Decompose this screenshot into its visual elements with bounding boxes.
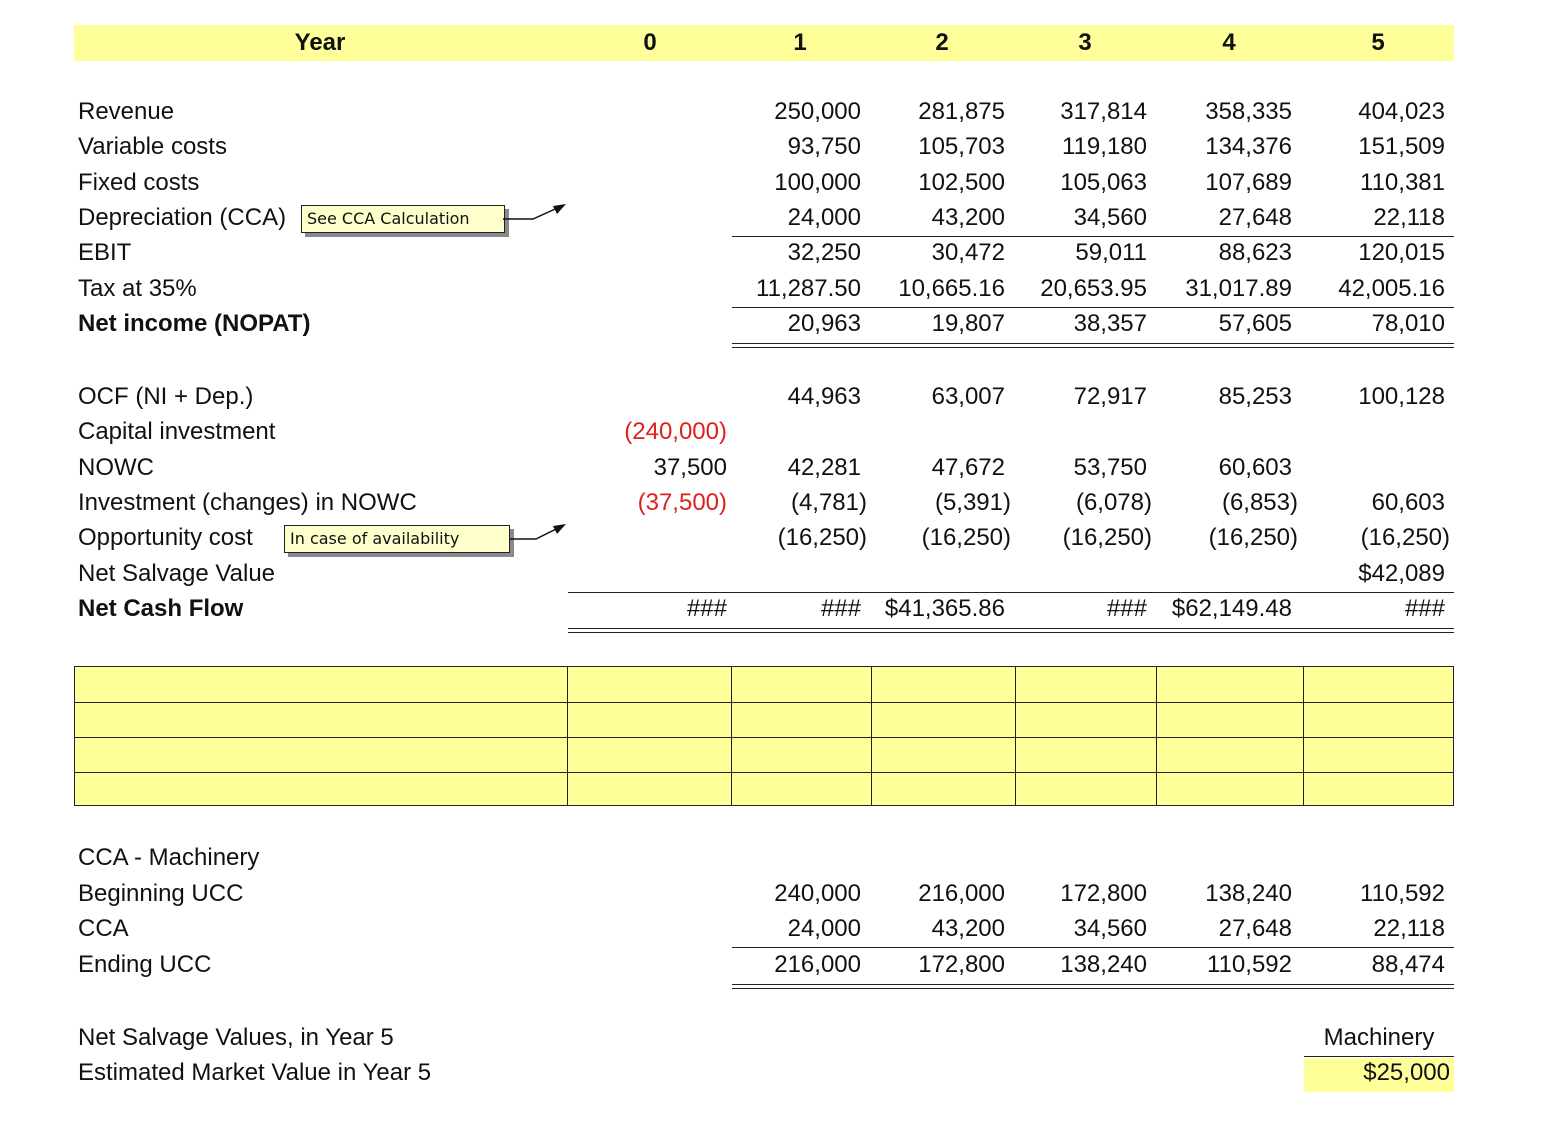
cca-cell-year-4[interactable]: 138,240 bbox=[1205, 879, 1292, 907]
income-statement-cell-year-3[interactable]: 34,560 bbox=[1073, 203, 1147, 231]
cca-cell-year-3[interactable]: 34,560 bbox=[1073, 915, 1147, 942]
income-statement-cell-year-5[interactable]: 110,381 bbox=[1360, 168, 1445, 196]
cash-flow-row-label: Capital investment bbox=[78, 418, 276, 446]
income-statement-cell-year-1[interactable]: 24,000 bbox=[787, 203, 861, 231]
availability-note[interactable]: In case of availability bbox=[284, 525, 510, 553]
cash-flow-cell-year-5[interactable]: 60,603 bbox=[1371, 488, 1445, 516]
salvage-market-value: $25,000 bbox=[1363, 1059, 1450, 1086]
cash-flow-cell-year-2[interactable]: 47,672 bbox=[931, 453, 1005, 481]
cca-cell-year-1[interactable]: 24,000 bbox=[787, 915, 861, 942]
cca-cell-year-1[interactable]: 240,000 bbox=[774, 879, 861, 907]
income-statement-cell-year-5[interactable]: 78,010 bbox=[1371, 309, 1445, 337]
ebit-top-rule bbox=[732, 236, 1454, 237]
income-statement-cell-year-3[interactable]: 119,180 bbox=[1062, 133, 1147, 161]
income-statement-cell-year-2[interactable]: 102,500 bbox=[918, 168, 1005, 196]
cash-flow-cell-year-5[interactable]: $42,089 bbox=[1358, 559, 1445, 587]
cash-flow-cell-year-3[interactable]: (6,078) bbox=[1075, 488, 1152, 516]
income-statement-cell-year-1[interactable]: 32,250 bbox=[787, 239, 861, 267]
cash-flow-cell-year-0[interactable]: 37,500 bbox=[653, 453, 727, 481]
income-statement-cell-year-4[interactable]: 107,689 bbox=[1205, 168, 1292, 196]
payback-grid bbox=[74, 666, 1454, 806]
year-header-3: 3 bbox=[1078, 29, 1092, 56]
income-statement-cell-year-3[interactable]: 38,357 bbox=[1073, 309, 1147, 337]
cca-row-label: CCA - Machinery bbox=[78, 844, 260, 871]
cca-row-label: CCA bbox=[78, 915, 129, 942]
salvage-header-rule bbox=[1304, 1056, 1454, 1057]
year-header-0: 0 bbox=[643, 29, 657, 56]
ncf-double-rule bbox=[568, 628, 1454, 633]
income-statement-cell-year-4[interactable]: 27,648 bbox=[1218, 203, 1292, 231]
ending-ucc-double-rule bbox=[732, 984, 1454, 989]
income-statement-cell-year-1[interactable]: 100,000 bbox=[774, 168, 861, 196]
income-statement-cell-year-3[interactable]: 105,063 bbox=[1060, 168, 1147, 196]
cash-flow-cell-year-5[interactable]: (16,250) bbox=[1360, 524, 1450, 552]
cca-row-label: Ending UCC bbox=[78, 950, 212, 978]
income-statement-cell-year-3[interactable]: 20,653.95 bbox=[1040, 274, 1147, 302]
ending-ucc-top-rule bbox=[732, 947, 1454, 948]
year-header-5: 5 bbox=[1371, 29, 1385, 56]
cash-flow-cell-year-1[interactable]: ### bbox=[820, 594, 861, 622]
income-statement-row-label: Revenue bbox=[78, 98, 175, 125]
cash-flow-cell-year-1[interactable]: (4,781) bbox=[790, 488, 867, 516]
cca-cell-year-4[interactable]: 27,648 bbox=[1218, 915, 1292, 942]
income-statement-row-label: Variable costs bbox=[78, 133, 227, 161]
income-statement-cell-year-2[interactable]: 30,472 bbox=[931, 239, 1005, 267]
cash-flow-cell-year-0[interactable]: ### bbox=[686, 594, 727, 622]
cash-flow-row-label: Opportunity cost bbox=[78, 524, 253, 552]
income-statement-cell-year-5[interactable]: 151,509 bbox=[1358, 133, 1445, 161]
cash-flow-cell-year-3[interactable]: ### bbox=[1106, 594, 1147, 622]
cash-flow-cell-year-1[interactable]: 42,281 bbox=[787, 453, 861, 481]
cash-flow-cell-year-2[interactable]: $41,365.86 bbox=[884, 594, 1005, 622]
income-statement-row-label: Fixed costs bbox=[78, 168, 200, 196]
income-statement-cell-year-5[interactable]: 22,118 bbox=[1373, 203, 1445, 231]
cash-flow-cell-year-0[interactable]: (37,500) bbox=[637, 488, 727, 516]
income-statement-cell-year-5[interactable]: 404,023 bbox=[1358, 98, 1445, 125]
income-statement-cell-year-2[interactable]: 10,665.16 bbox=[898, 274, 1005, 302]
income-statement-cell-year-1[interactable]: 11,287.50 bbox=[756, 274, 861, 302]
cash-flow-cell-year-4[interactable]: $62,149.48 bbox=[1171, 594, 1292, 622]
cash-flow-cell-year-2[interactable]: 63,007 bbox=[931, 383, 1005, 410]
cca-cell-year-2[interactable]: 43,200 bbox=[931, 915, 1005, 942]
income-statement-cell-year-1[interactable]: 250,000 bbox=[774, 98, 861, 125]
cash-flow-row-label: Net Salvage Value bbox=[78, 559, 276, 587]
income-statement-cell-year-3[interactable]: 59,011 bbox=[1075, 239, 1147, 267]
cash-flow-cell-year-3[interactable]: 53,750 bbox=[1073, 453, 1147, 481]
income-statement-cell-year-2[interactable]: 19,807 bbox=[931, 309, 1005, 337]
income-statement-row-label: Net income (NOPAT) bbox=[78, 309, 311, 337]
salvage-column-header: Machinery bbox=[1323, 1024, 1435, 1051]
income-statement-cell-year-4[interactable]: 358,335 bbox=[1205, 98, 1292, 125]
cash-flow-cell-year-3[interactable]: (16,250) bbox=[1062, 524, 1152, 552]
cca-cell-year-5[interactable]: 88,474 bbox=[1371, 950, 1445, 978]
cash-flow-cell-year-0[interactable]: (240,000) bbox=[624, 418, 727, 446]
cash-flow-row-label: OCF (NI + Dep.) bbox=[78, 383, 254, 410]
cca-cell-year-5[interactable]: 110,592 bbox=[1360, 879, 1445, 907]
cash-flow-cell-year-4[interactable]: 85,253 bbox=[1218, 383, 1292, 410]
cca-row-label: Beginning UCC bbox=[78, 879, 244, 907]
cca-cell-year-3[interactable]: 172,800 bbox=[1060, 879, 1147, 907]
year-header-4: 4 bbox=[1222, 29, 1236, 56]
income-statement-cell-year-2[interactable]: 43,200 bbox=[931, 203, 1005, 231]
income-statement-cell-year-1[interactable]: 93,750 bbox=[787, 133, 861, 161]
cca-cell-year-2[interactable]: 172,800 bbox=[918, 950, 1005, 978]
cca-cell-year-4[interactable]: 110,592 bbox=[1207, 950, 1292, 978]
income-statement-cell-year-2[interactable]: 281,875 bbox=[918, 98, 1005, 125]
income-statement-row-label: Tax at 35% bbox=[78, 274, 197, 302]
income-statement-row-label: EBIT bbox=[78, 239, 132, 267]
cash-flow-row-label: NOWC bbox=[78, 453, 154, 481]
income-statement-cell-year-4[interactable]: 31,017.89 bbox=[1185, 274, 1292, 302]
income-statement-cell-year-2[interactable]: 105,703 bbox=[918, 133, 1005, 161]
cash-flow-row-label: Investment (changes) in NOWC bbox=[78, 488, 417, 516]
cash-flow-cell-year-3[interactable]: 72,917 bbox=[1073, 383, 1147, 410]
year-header-label: Year bbox=[294, 29, 346, 56]
cash-flow-cell-year-2[interactable]: (16,250) bbox=[921, 524, 1011, 552]
year-header-1: 1 bbox=[793, 29, 807, 56]
cash-flow-cell-year-4[interactable]: (6,853) bbox=[1221, 488, 1298, 516]
salvage-market-label: Estimated Market Value in Year 5 bbox=[78, 1059, 432, 1086]
cash-flow-cell-year-5[interactable]: ### bbox=[1404, 594, 1445, 622]
cash-flow-cell-year-4[interactable]: 60,603 bbox=[1218, 453, 1292, 481]
cash-flow-cell-year-1[interactable]: 44,963 bbox=[787, 383, 861, 410]
cca-cell-year-1[interactable]: 216,000 bbox=[774, 950, 861, 978]
cash-flow-cell-year-4[interactable]: (16,250) bbox=[1208, 524, 1298, 552]
salvage-title: Net Salvage Values, in Year 5 bbox=[78, 1024, 394, 1051]
income-statement-cell-year-4[interactable]: 88,623 bbox=[1218, 239, 1292, 267]
nopat-double-rule bbox=[732, 343, 1454, 348]
cash-flow-cell-year-1[interactable]: (16,250) bbox=[777, 524, 867, 552]
cca-note[interactable]: See CCA Calculation bbox=[301, 205, 505, 233]
income-statement-cell-year-5[interactable]: 120,015 bbox=[1358, 239, 1445, 267]
cash-flow-row-label: Net Cash Flow bbox=[78, 594, 244, 622]
cash-flow-cell-year-2[interactable]: (5,391) bbox=[934, 488, 1011, 516]
income-statement-cell-year-4[interactable]: 134,376 bbox=[1205, 133, 1292, 161]
nopat-top-rule bbox=[732, 307, 1454, 308]
availability-note-arrow-icon bbox=[0, 0, 1, 1]
income-statement-cell-year-4[interactable]: 57,605 bbox=[1218, 309, 1292, 337]
cash-flow-cell-year-5[interactable]: 100,128 bbox=[1358, 383, 1445, 410]
income-statement-cell-year-3[interactable]: 317,814 bbox=[1060, 98, 1147, 125]
cca-cell-year-5[interactable]: 22,118 bbox=[1373, 915, 1445, 942]
cca-cell-year-2[interactable]: 216,000 bbox=[918, 879, 1005, 907]
year-header-2: 2 bbox=[935, 29, 949, 56]
cca-cell-year-3[interactable]: 138,240 bbox=[1060, 950, 1147, 978]
income-statement-row-label: Depreciation (CCA) bbox=[78, 203, 287, 231]
ncf-top-rule bbox=[568, 592, 1454, 593]
income-statement-cell-year-5[interactable]: 42,005.16 bbox=[1338, 274, 1445, 302]
income-statement-cell-year-1[interactable]: 20,963 bbox=[787, 309, 861, 337]
